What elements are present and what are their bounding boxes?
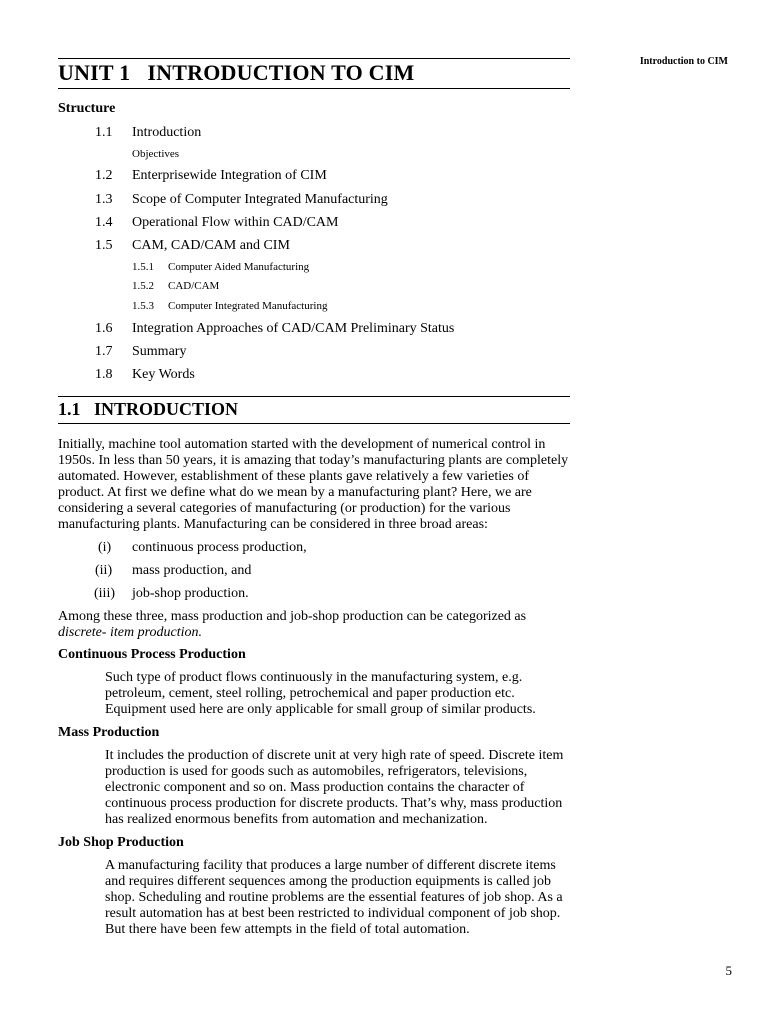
page-number: 5: [725, 963, 732, 978]
list-marker: (iii): [94, 586, 115, 601]
unit-title: UNIT 1 INTRODUCTION TO CIM: [58, 60, 415, 85]
toc-subitem-number: 1.5.3: [132, 300, 154, 312]
toc-subitem-label: Computer Aided Manufacturing: [168, 261, 310, 273]
toc-number: 1.4: [95, 215, 113, 230]
toc-label: Scope of Computer Integrated Manufacturing: [132, 192, 388, 207]
categorized-italic: discrete- item production.: [58, 625, 202, 640]
intro-paragraph: Initially, machine tool automation started with the development of numerical control in 1950s. In less than 50 years, it is amazing that today’s manufacturing plants are completely automated. However, establishment of these plants gave relatively a few varieties of product. At first we define what do we mean by a manufacturing plant? Here, we are considering a several categories of manufacturing (or production) for the various manufacturing plants. Manufacturing can be considered in three broad areas:: [58, 437, 569, 532]
toc-subitem-label: CAD/CAM: [168, 280, 220, 292]
title-bottom-rule: [58, 88, 570, 89]
list-text: job-shop production.: [132, 586, 249, 601]
toc-number: 1.6: [95, 321, 113, 336]
running-head: Introduction to CIM: [639, 56, 728, 67]
list-text: mass production, and: [132, 563, 252, 578]
toc-label: Operational Flow within CAD/CAM: [132, 215, 339, 230]
section-top-rule: [58, 396, 570, 397]
toc-label: Enterprisewide Integration of CIM: [132, 168, 327, 183]
title-top-rule: [58, 58, 570, 59]
section-title: 1.1 INTRODUCTION: [58, 399, 239, 419]
toc-subitem-label: Computer Integrated Manufacturing: [168, 300, 328, 312]
list-marker: (ii): [95, 563, 113, 578]
toc-label: Introduction: [132, 125, 202, 140]
subsection-heading: Continuous Process Production: [58, 647, 246, 662]
toc-subitem-number: 1.5.1: [132, 261, 154, 273]
subsection-heading: Mass Production: [58, 725, 160, 740]
subsection-paragraph: It includes the production of discrete unit at very high rate of speed. Discrete item production is used for goods such as automobiles, refrigerators, televisions, electronic component and so on. Mass production contains the character of continuous process production for discrete products. That’s why, mass production has realized enormous benefits from automation and mechanization.: [105, 748, 564, 827]
toc-number: 1.1: [95, 125, 113, 140]
toc-number: 1.3: [95, 192, 113, 207]
section-bottom-rule: [58, 423, 570, 424]
toc-label: Summary: [132, 344, 187, 359]
toc-label: Integration Approaches of CAD/CAM Preliminary Status: [132, 321, 455, 336]
list-text: continuous process production,: [132, 540, 307, 555]
toc-number: 1.2: [95, 168, 113, 183]
subsection-heading: Job Shop Production: [58, 835, 184, 850]
subsection-paragraph: A manufacturing facility that produces a large number of different discrete items and requires different sequences among the production equipments is called job shop. Scheduling and routine problems are the essential features of job shop. As a result automation has at best been restricted to individual component of job shop. But there have been few attempts in the field of total automation.: [105, 858, 563, 937]
toc-label: CAM, CAD/CAM and CIM: [132, 238, 290, 253]
categorized-paragraph: [58, 609, 570, 641]
toc-label: Key Words: [132, 367, 195, 382]
structure-heading: Structure: [58, 101, 116, 116]
categorized-text: Among these three, mass production and job-shop production can be categorized as: [58, 609, 527, 624]
list-marker: (i): [98, 540, 112, 555]
toc-sub-label: Objectives: [132, 148, 180, 160]
toc-number: 1.7: [95, 344, 113, 359]
subsection-paragraph: Such type of product flows continuously in the manufacturing system, e.g. petroleum, cement, steel rolling, petrochemical and paper production etc. Equipment used here are only applicable for small group of similar products.: [105, 670, 536, 717]
toc-subitem-number: 1.5.2: [132, 280, 154, 292]
toc-number: 1.8: [95, 367, 113, 382]
toc-number: 1.5: [95, 238, 113, 253]
